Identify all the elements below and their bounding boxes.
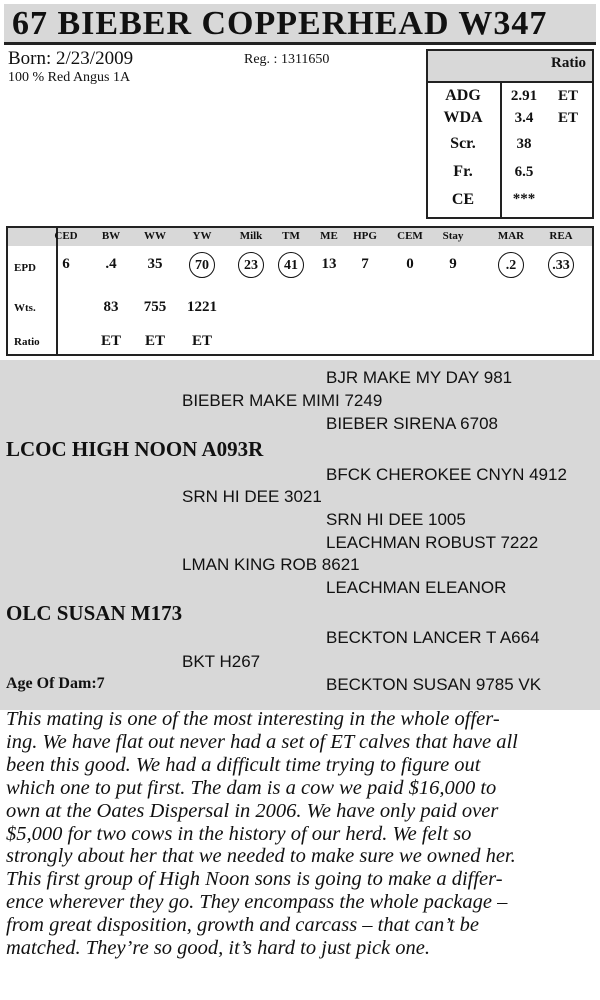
epd-value-mar: .2 (498, 252, 524, 278)
epd-header-me: ME (320, 230, 338, 242)
wts-value-yw: 1221 (187, 299, 217, 315)
ratio-label-wda: WDA (443, 109, 483, 126)
epd-table (6, 226, 594, 356)
registration-number: Reg. : 1311650 (244, 52, 330, 67)
ratio-label-ce: CE (451, 191, 475, 208)
pedigree-sire-sire-dam: BIEBER SIRENA 6708 (326, 414, 498, 433)
ratio-label-adg: ADG (445, 87, 481, 104)
comment-line: ing. We have flat out never had a set of ET calves that have all (6, 730, 518, 753)
epd-header-cem: CEM (397, 230, 423, 242)
ratio-value-bw: ET (100, 333, 121, 349)
comment-line: $5,000 for two cows in the history of our herd. We felt so (6, 822, 472, 845)
epd-label-divider (56, 228, 58, 354)
epd-header-bw: BW (101, 230, 121, 242)
epd-value-tm: 41 (278, 252, 304, 278)
ratio-divider (500, 83, 502, 217)
epd-value-cem: 0 (406, 256, 414, 272)
ratio-value-fr: 6.5 (514, 164, 534, 180)
epd-value-ced: 6 (62, 256, 70, 272)
epd-value-stay: 9 (449, 256, 457, 272)
comment-line: matched. They’re so good, it’s hard to just pick one. (6, 937, 430, 960)
comment-line: which one to put first. The dam is a cow we paid $16,000 to (6, 776, 497, 799)
epd-header-ced: CED (54, 230, 78, 242)
pedigree-sire-sire-sire: BJR MAKE MY DAY 981 (326, 368, 513, 387)
comment-line: ence wherever they go. They encompass the whole package – (6, 891, 508, 914)
ratio-box (426, 49, 594, 219)
comment-line: strongly about her that we needed to make sure we owned her. (6, 845, 516, 868)
pedigree-sire-dam: SRN HI DEE 3021 (182, 487, 322, 506)
comment-line: from great disposition, growth and carcass – that can’t be (6, 914, 480, 937)
breed-info: 100 % Red Angus 1A (8, 70, 131, 85)
epd-value-hpg: 7 (361, 256, 369, 272)
ratio-value-yw: ET (191, 333, 212, 349)
epd-header-milk: Milk (239, 230, 263, 242)
age-of-dam: Age Of Dam:7 (6, 675, 105, 692)
epd-value-bw: .4 (105, 256, 117, 272)
comment-line: This first group of High Noon sons is going to make a differ- (6, 868, 503, 891)
epd-value-rea: .33 (548, 252, 574, 278)
pedigree-dam: OLC SUSAN M173 (6, 601, 183, 625)
comment-line: been this good. We had a difficult time trying to figure out (6, 753, 481, 776)
pedigree-sire: LCOC HIGH NOON A093R (6, 437, 264, 461)
ratio-header (428, 51, 592, 83)
ratio-value-ww: ET (144, 333, 165, 349)
epd-value-me: 13 (321, 256, 337, 272)
wts-value-bw: 83 (103, 299, 119, 315)
ratio-extra-wda: ET (558, 110, 579, 126)
epd-value-milk: 23 (238, 252, 264, 278)
pedigree-dam-dam-sire: BECKTON LANCER T A664 (326, 628, 540, 647)
pedigree-dam-sire-dam: LEACHMAN ELEANOR (326, 578, 507, 597)
epd-header-stay: Stay (442, 230, 464, 242)
epd-header-yw: YW (192, 230, 212, 242)
pedigree-dam-dam-dam: BECKTON SUSAN 9785 VK (326, 675, 542, 694)
ratio-extra-adg: ET (558, 88, 579, 104)
lot-comment (6, 708, 594, 960)
epd-header-mar: MAR (497, 230, 525, 242)
title-bar (4, 4, 596, 45)
birth-date: Born: 2/23/2009 (8, 48, 134, 69)
pedigree-panel (0, 360, 600, 710)
pedigree-dam-dam: BKT H267 (182, 652, 261, 671)
epd-header-ww: WW (144, 230, 166, 242)
pedigree-sire-dam-sire: BFCK CHEROKEE CNYN 4912 (326, 465, 567, 484)
ratio-value-scr: 38 (516, 136, 532, 152)
lot-title: 67 BIEBER COPPERHEAD W347 (12, 5, 548, 42)
epd-header-hpg: HPG (353, 230, 377, 242)
ratio-label-fr: Fr. (453, 163, 473, 180)
pedigree-dam-sire-sire: LEACHMAN ROBUST 7222 (326, 533, 539, 552)
epd-row-label: EPD (14, 262, 36, 274)
comment-line: This mating is one of the most interesting in the whole offer- (6, 708, 500, 730)
pedigree-sire-sire: BIEBER MAKE MIMI 7249 (182, 391, 383, 410)
ratio-title: Ratio (551, 55, 586, 71)
comment-line: own at the Oates Dispersal in 2006. We have only paid over (6, 799, 499, 822)
epd-value-ww: 35 (147, 256, 163, 272)
ratio-value-wda: 3.4 (514, 110, 534, 126)
ratio-value-adg: 2.91 (510, 88, 538, 104)
pedigree-dam-sire: LMAN KING ROB 8621 (182, 555, 360, 574)
epd-header-rea: REA (549, 230, 573, 242)
pedigree-sire-dam-dam: SRN HI DEE 1005 (326, 510, 466, 529)
ratio-value-ce: *** (512, 191, 536, 207)
wts-value-ww: 755 (143, 299, 167, 315)
wts-row-label: Wts. (14, 302, 36, 314)
ratio-label-scr: Scr. (450, 135, 476, 152)
epd-header-tm: TM (282, 230, 300, 242)
epd-value-yw: 70 (189, 252, 215, 278)
ratio-row-label: Ratio (14, 336, 40, 348)
